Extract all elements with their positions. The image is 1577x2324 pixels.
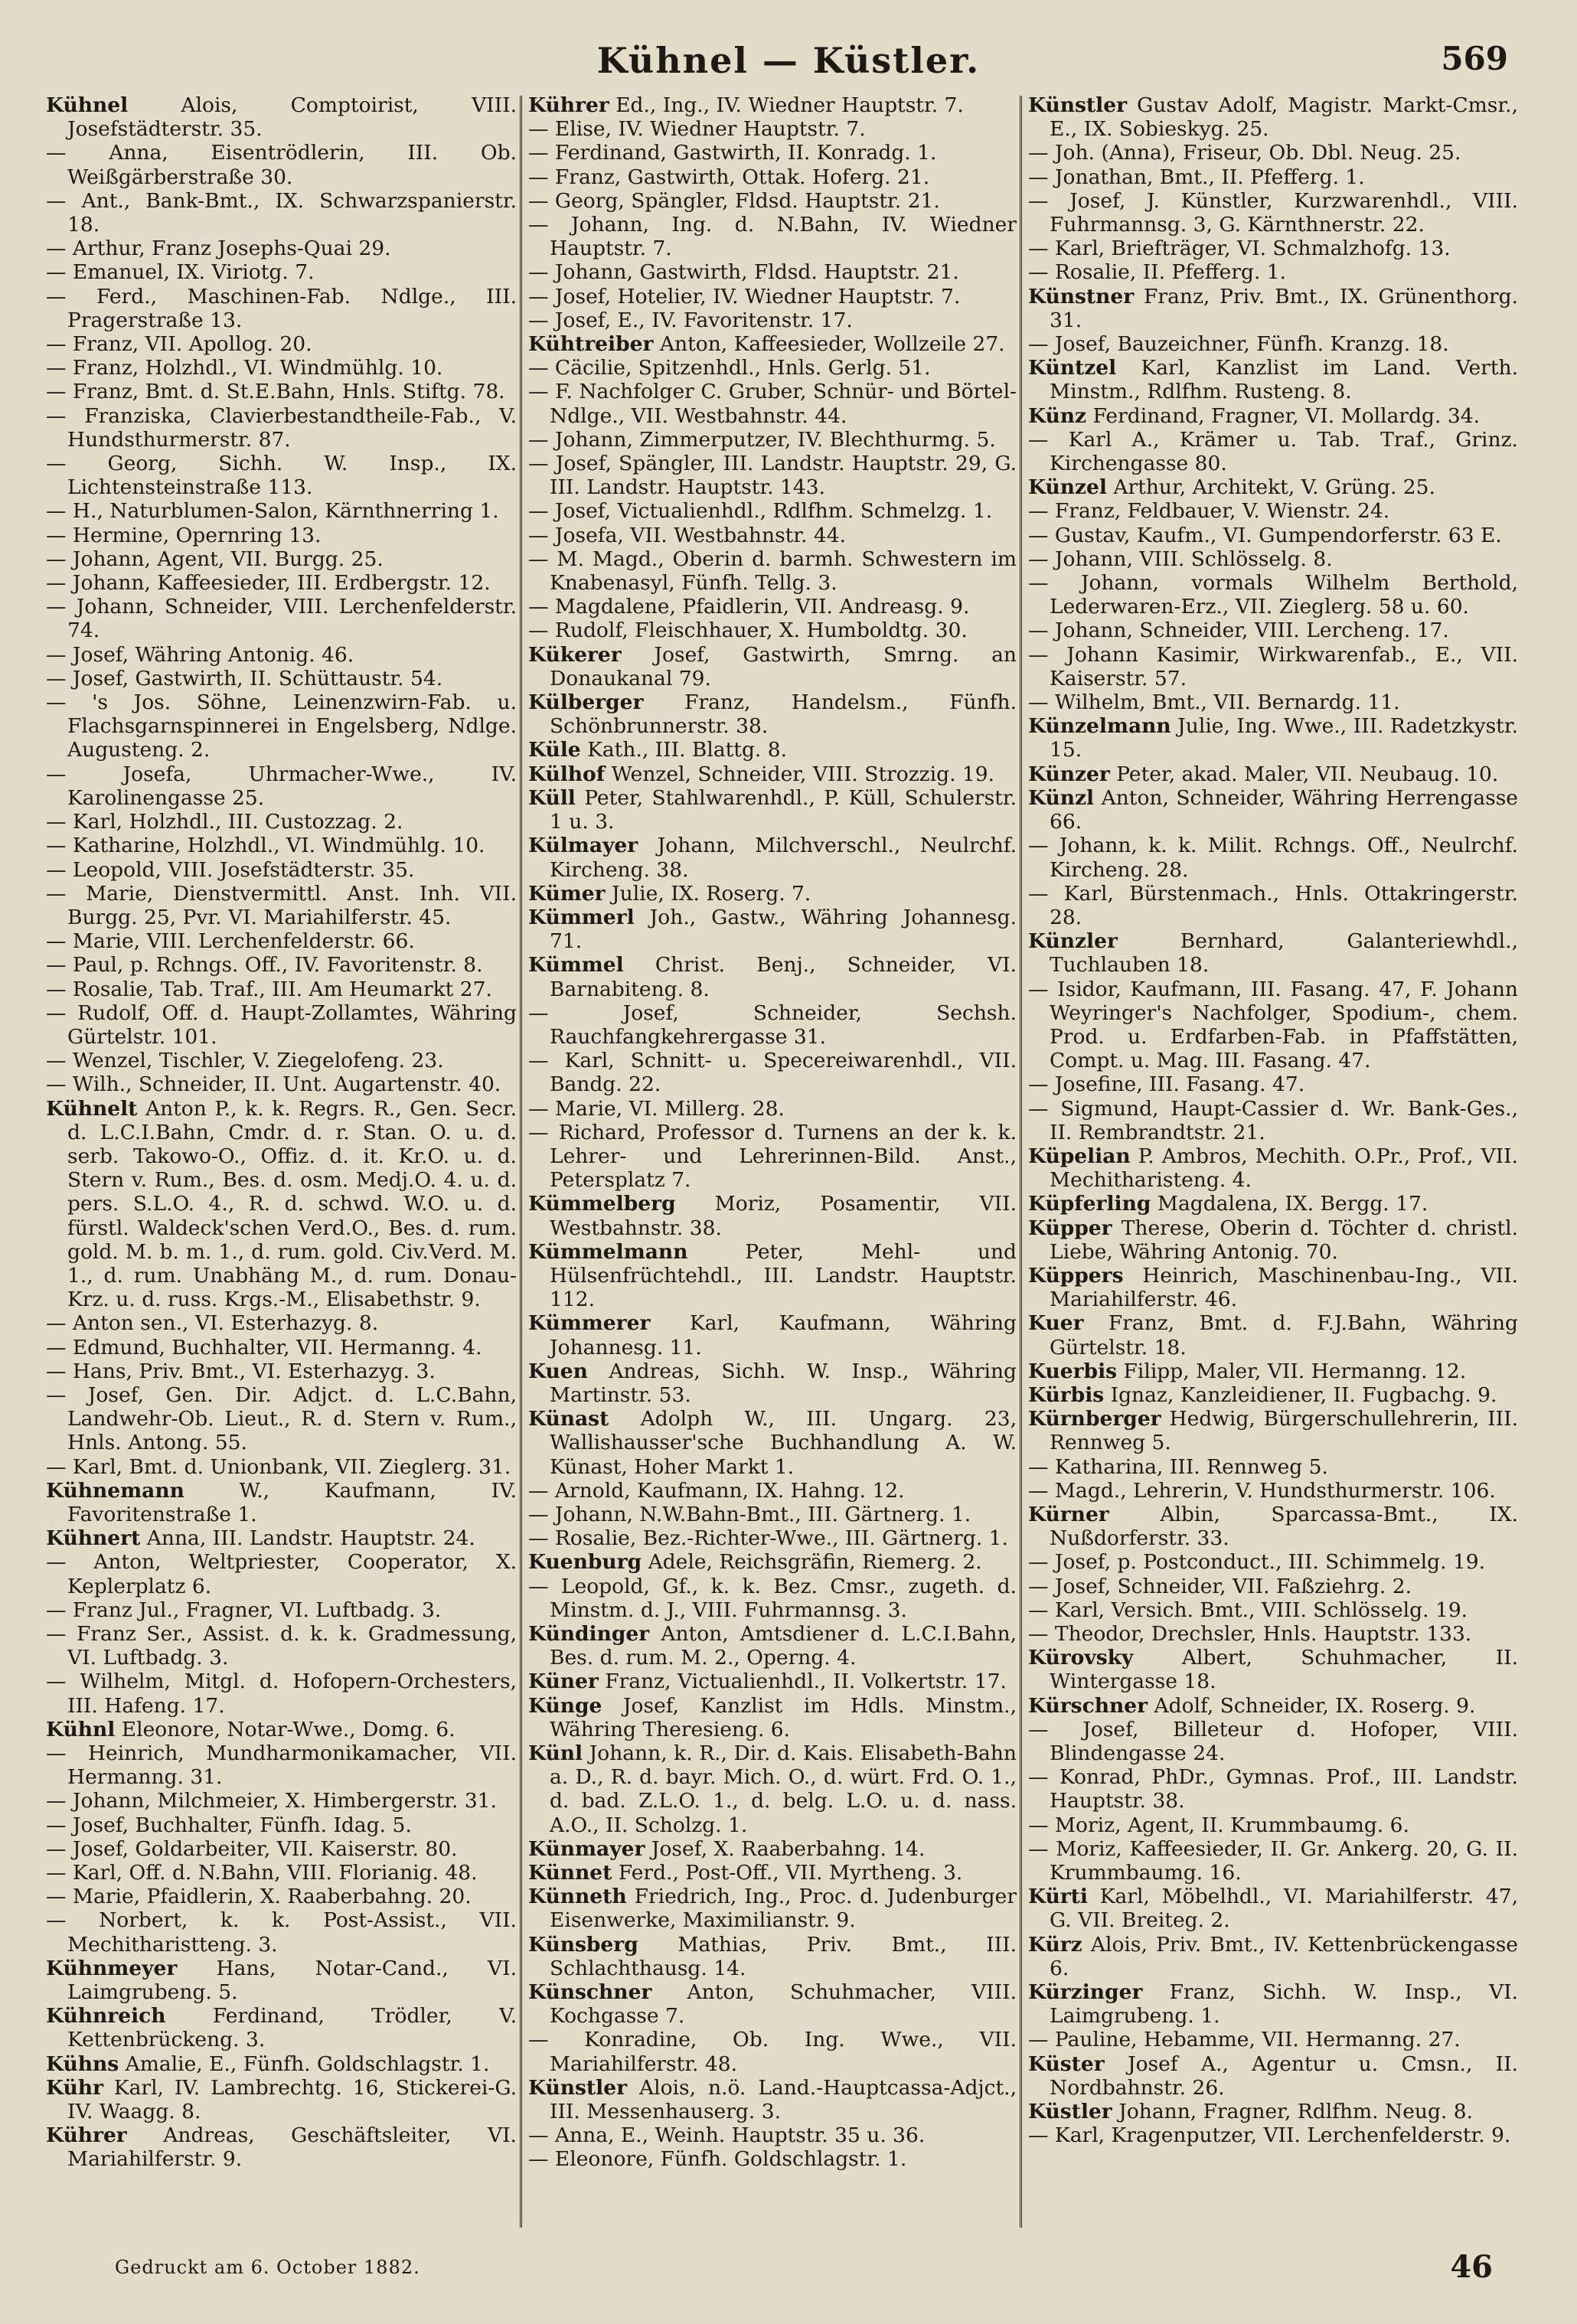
directory-entry: — Josef, Goldarbeiter, VII. Kaiserstr. 80.: [46, 1836, 458, 1861]
directory-entry: — Johann, Agent, VII. Burgg. 25.: [46, 547, 384, 571]
directory-entry: — Hans, Priv. Bmt., VI. Esterhazyg. 3.: [46, 1359, 436, 1383]
directory-entry: — Josef, Buchhalter, Fünfh. Idag. 5.: [46, 1813, 412, 1837]
directory-entry: Kuenburg Adele, Reichsgräfin, Riemerg. 2.: [528, 1550, 982, 1575]
directory-entry: — Ferdinand, Gastwirth, II. Konradg. 1.: [528, 141, 937, 165]
column-middle: [528, 93, 1017, 2237]
entry-surname: Kühnert: [46, 1526, 141, 1551]
entry-surname: Kümmerl: [528, 905, 635, 929]
directory-entry: — Magdalene, Pfaidlerin, VII. Andreasg. 9.: [528, 595, 970, 619]
directory-entry: — Rudolf, Fleischhauer, X. Humboldtg. 30.: [528, 619, 968, 643]
directory-entry: — Johann, Schneider, VIII. Lerchenfelderstr. 74.: [46, 595, 517, 643]
entry-surname: Küner: [528, 1670, 599, 1694]
directory-entry: Kürzinger Franz, Sichh. W. Insp., VI. Laimgrubeng. 1.: [1028, 1980, 1518, 2029]
entry-surname: Kühns: [46, 2051, 119, 2076]
entry-surname: Kuen: [528, 1359, 588, 1383]
directory-entry: Künge Josef, Kanzlist im Hdls. Minstm., Währing Theresieng. 6.: [528, 1693, 1017, 1741]
column-right: [1028, 93, 1518, 2237]
entry-surname: Küpferling: [1028, 1192, 1151, 1216]
entry-surname: Künstler: [528, 2075, 628, 2100]
directory-entry: — Josef, Spängler, III. Landstr. Hauptstr. 29, G. III. Landstr. Hauptstr. 143.: [528, 452, 1017, 500]
directory-entry: — Rosalie, Tab. Traf., III. Am Heumarkt 27.: [46, 977, 492, 1001]
directory-entry: — Josef, J. Künstler, Kurzwarenhdl., VIII. Fuhrmannsg. 3, G. Kärnthnerstr. 22.: [1028, 188, 1518, 237]
directory-entry: — Johann, Ing. d. N.Bahn, IV. Wiedner Hauptstr. 7.: [528, 213, 1017, 261]
entry-surname: Kühnemann: [46, 1478, 184, 1503]
directory-entry: Küpferling Magdalena, IX. Bergg. 17.: [1028, 1192, 1428, 1216]
entry-surname: Künzl: [1028, 785, 1095, 810]
directory-entry: — Johann, Schneider, VIII. Lercheng. 17.: [1028, 619, 1449, 643]
entry-surname: Kürzinger: [1028, 1980, 1143, 2005]
directory-entry: Küpper Therese, Oberin d. Töchter d. christl. Liebe, Währing Antonig. 70.: [1028, 1216, 1518, 1264]
directory-entry: — Pauline, Hebamme, VII. Hermanng. 27.: [1028, 2028, 1461, 2052]
directory-entry: Kühnreich Ferdinand, Trödler, V. Kettenbrückeng. 3.: [46, 2004, 517, 2052]
entry-surname: Kuer: [1028, 1311, 1084, 1336]
directory-entry: — Johann, k. k. Milit. Rchngs. Off., Neulrchf. Kircheng. 28.: [1028, 834, 1518, 882]
directory-entry: — Theodor, Drechsler, Hnls. Hauptstr. 133.: [1028, 1622, 1472, 1646]
entry-surname: Küpelian: [1028, 1144, 1131, 1168]
directory-entry: Künl Johann, k. R., Dir. d. Kais. Elisabeth-Bahn a. D., R. d. bayr. Mich. O., d. würt. Frd. O. 1., d. bad. Z.L.O. 1., d. belg. L.O. u. d. nass. A.O., II. Scholzg. 1.: [528, 1741, 1017, 1837]
directory-entry: — Konrad, PhDr., Gymnas. Prof., III. Landstr. Hauptstr. 38.: [1028, 1765, 1518, 1813]
directory-entry: — Norbert, k. k. Post-Assist., VII. Mechitharistteng. 3.: [46, 1908, 517, 1957]
directory-entry: — H., Naturblumen-Salon, Kärnthnerring 1.: [46, 499, 499, 524]
entry-surname: Künstner: [1028, 284, 1135, 308]
directory-entry: — Katharina, III. Rennweg 5.: [1028, 1454, 1328, 1479]
entry-surname: Künz: [1028, 403, 1087, 428]
entry-surname: Külmayer: [528, 834, 638, 858]
entry-surname: Künmayer: [528, 1836, 645, 1861]
directory-entry: Kümer Julie, IX. Roserg. 7.: [528, 881, 811, 906]
directory-entry: — Josef, Billeteur d. Hofoper, VIII. Blindengasse 24.: [1028, 1717, 1518, 1766]
column-divider-right: [1020, 96, 1022, 2228]
directory-entry: — Ferd., Maschinen-Fab. Ndlge., III. Pragerstraße 13.: [46, 284, 517, 332]
directory-entry: — Heinrich, Mundharmonikamacher, VII. Hermanng. 31.: [46, 1741, 517, 1790]
directory-entry: Kürschner Adolf, Schneider, IX. Roserg. 9.: [1028, 1693, 1476, 1718]
directory-entry: — Elise, IV. Wiedner Hauptstr. 7.: [528, 117, 866, 142]
directory-entry: Künz Ferdinand, Fragner, VI. Mollardg. 34.: [1028, 403, 1480, 428]
directory-entry: — Anna, E., Weinh. Hauptstr. 35 u. 36.: [528, 2123, 926, 2148]
entry-surname: Künzelmann: [1028, 714, 1171, 739]
directory-entry: — Karl, Holzhdl., III. Custozzag. 2.: [46, 810, 403, 834]
directory-entry: Künstner Franz, Priv. Bmt., IX. Grünenthorg. 31.: [1028, 284, 1518, 332]
directory-entry: — M. Magd., Oberin d. barmh. Schwestern im Knabenasyl, Fünfh. Tellg. 3.: [528, 547, 1017, 596]
directory-entry: — Rudolf, Off. d. Haupt-Zollamtes, Währing Gürtelstr. 101.: [46, 1000, 517, 1049]
directory-entry: — Josef, Währing Antonig. 46.: [46, 642, 354, 667]
directory-entry: Künzel Arthur, Architekt, V. Grüng. 25.: [1028, 475, 1435, 500]
directory-entry: — Josef, Victualienhdl., Rdlfhm. Schmelzg. 1.: [528, 499, 993, 524]
directory-entry: Kühnl Eleonore, Notar-Wwe., Domg. 6.: [46, 1717, 455, 1741]
directory-entry: Külhof Wenzel, Schneider, VIII. Strozzig. 19.: [528, 762, 995, 786]
directory-entry: Kühr Karl, IV. Lambrechtg. 16, Stickerei-G. IV. Waagg. 8.: [46, 2075, 517, 2124]
directory-entry: — Magd., Lehrerin, V. Hundsthurmerstr. 106.: [1028, 1478, 1496, 1503]
directory-entry: — Marie, Dienstvermittl. Anst. Inh. VII. Burgg. 25, Pvr. VI. Mariahilferstr. 45.: [46, 881, 517, 929]
directory-entry: — Richard, Professor d. Turnens an der k. k. Lehrer- und Lehrerinnen-Bild. Anst., Petersplatz 7.: [528, 1120, 1017, 1193]
directory-entry: Künzler Bernhard, Galanteriewhdl., Tuchlauben 18.: [1028, 929, 1518, 978]
directory-entry: Kürz Alois, Priv. Bmt., IV. Kettenbrückengasse 6.: [1028, 1932, 1518, 1980]
directory-entry: — Cäcilie, Spitzenhdl., Hnls. Gerlg. 51.: [528, 356, 931, 380]
directory-entry: — Johann, Kaffeesieder, III. Erdbergstr. 12.: [46, 571, 491, 596]
directory-entry: — Josef, E., IV. Favoritenstr. 17.: [528, 308, 853, 332]
directory-entry: — Anton sen., VI. Esterhazyg. 8.: [46, 1311, 379, 1336]
directory-entry: — Anton, Weltpriester, Cooperator, X. Keplerplatz 6.: [46, 1550, 517, 1598]
entry-surname: Kürz: [1028, 1932, 1082, 1957]
directory-entry: Kürbis Ignaz, Kanzleidiener, II. Fugbachg. 9.: [1028, 1382, 1497, 1407]
directory-entry: Künzer Peter, akad. Maler, VII. Neubaug. 10.: [1028, 762, 1499, 786]
directory-entry: — Josefa, VII. Westbahnstr. 44.: [528, 523, 847, 547]
entry-surname: Künsberg: [528, 1932, 638, 1957]
directory-entry: — Hermine, Opernring 13.: [46, 523, 322, 547]
directory-entry: — Jonathan, Bmt., II. Pfefferg. 1.: [1028, 165, 1365, 189]
directory-entry: Kühnemann W., Kaufmann, IV. Favoritenstraße 1.: [46, 1478, 517, 1526]
directory-entry: — Karl, Kragenputzer, VII. Lerchenfelderstr. 9.: [1028, 2123, 1511, 2148]
directory-entry: Künzelmann Julie, Ing. Wwe., III. Radetzkystr. 15.: [1028, 714, 1518, 762]
directory-entry: — Wilhelm, Bmt., VII. Bernardg. 11.: [1028, 690, 1400, 715]
directory-entry: Kührer Andreas, Geschäftsleiter, VI. Mariahilferstr. 9.: [46, 2123, 517, 2172]
directory-entry: — Eleonore, Fünfh. Goldschlagstr. 1.: [528, 2147, 907, 2172]
entry-surname: Küll: [528, 785, 576, 810]
entry-surname: Künzler: [1028, 929, 1118, 954]
directory-entry: — Edmund, Buchhalter, VII. Hermanng. 4.: [46, 1335, 482, 1359]
directory-entry: — Johann, vormals Wilhelm Berthold, Lederwaren-Erz., VII. Zieglerg. 58 u. 60.: [1028, 571, 1518, 619]
directory-entry: Künschner Anton, Schuhmacher, VIII. Kochgasse 7.: [528, 1980, 1017, 2029]
directory-entry: — Karl, Schnitt- u. Specereiwarenhdl., VII. Bandg. 22.: [528, 1049, 1017, 1097]
directory-entry: — Rosalie, Bez.-Richter-Wwe., III. Gärtnerg. 1.: [528, 1526, 1008, 1551]
entry-surname: Kündinger: [528, 1622, 650, 1646]
directory-entry: — Marie, VI. Millerg. 28.: [528, 1096, 785, 1121]
entry-surname: Kühnmeyer: [46, 1956, 178, 1980]
directory-entry: Künzl Anton, Schneider, Währing Herrengasse 66.: [1028, 785, 1518, 834]
directory-entry: Kümmerl Joh., Gastw., Währing Johannesg. 71.: [528, 905, 1017, 954]
directory-entry: Künast Adolph W., III. Ungarg. 23, Wallishausser'sche Buchhandlung A. W. Künast, Hoher Markt 1.: [528, 1407, 1017, 1479]
entry-surname: Küppers: [1028, 1263, 1124, 1288]
directory-entry: — Josef, Bauzeichner, Fünfh. Kranzg. 18.: [1028, 332, 1449, 357]
directory-entry: — Josefine, III. Fasang. 47.: [1028, 1072, 1305, 1097]
directory-entry: — Karl, Briefträger, VI. Schmalzhofg. 13.: [1028, 237, 1451, 261]
directory-entry: Kündinger Anton, Amtsdiener d. L.C.I.Bahn, Bes. d. rum. M. 2., Operng. 4.: [528, 1622, 1017, 1670]
directory-entry: — Georg, Spängler, Fldsd. Hauptstr. 21.: [528, 188, 940, 213]
directory-entry: Kümmelberg Moriz, Posamentir, VII. Westbahnstr. 38.: [528, 1192, 1017, 1240]
entry-surname: Kürschner: [1028, 1693, 1148, 1718]
entry-surname: Kümmelmann: [528, 1239, 688, 1264]
directory-entry: Kükerer Josef, Gastwirth, Smrng. an Donaukanal 79.: [528, 642, 1017, 690]
entry-surname: Küster: [1028, 2051, 1105, 2076]
directory-entry: — Josef, Hotelier, IV. Wiedner Hauptstr. 7.: [528, 284, 961, 308]
directory-entry: — Franz, VII. Apollog. 20.: [46, 332, 312, 357]
directory-entry: Küpelian P. Ambros, Mechith. O.Pr., Prof., VII. Mechitharisteng. 4.: [1028, 1144, 1518, 1193]
entry-surname: Kürbis: [1028, 1382, 1105, 1407]
directory-entry: Kuerbis Filipp, Maler, VII. Hermanng. 12.: [1028, 1359, 1467, 1383]
directory-entry: Külmayer Johann, Milchverschl., Neulrchf. Kircheng. 38.: [528, 834, 1017, 882]
directory-entry: Küster Josef A., Agentur u. Cmsn., II. Nordbahnstr. 26.: [1028, 2051, 1518, 2100]
directory-entry: Kümmerer Karl, Kaufmann, Währing Johannesg. 11.: [528, 1311, 1017, 1359]
column-left: [46, 93, 517, 2237]
directory-entry: — Karl, Bürstenmach., Hnls. Ottakringerstr. 28.: [1028, 881, 1518, 929]
directory-entry: Külberger Franz, Handelsm., Fünfh. Schönbrunnerstr. 38.: [528, 690, 1017, 739]
directory-entry: — Katharine, Holzhdl., VI. Windmühlg. 10.: [46, 834, 485, 858]
directory-entry: Kümmelmann Peter, Mehl- und Hülsenfrüchtehdl., III. Landstr. Hauptstr. 112.: [528, 1239, 1017, 1312]
directory-entry: — Isidor, Kaufmann, III. Fasang. 47, F. Johann Weyringer's Nachfolger, Spodium-, chem. Prod. u. Erdfarben-Fab. in Pfaffstätten, Compt. u. Mag. III. Fasang. 47.: [1028, 977, 1518, 1073]
running-header-title: Kühnel — Küstler.: [596, 40, 981, 81]
directory-entry: — Franz, Gastwirth, Ottak. Hoferg. 21.: [528, 165, 930, 189]
directory-entry: — Moriz, Agent, II. Krummbaumg. 6.: [1028, 1813, 1409, 1837]
entry-surname: Kürnberger: [1028, 1407, 1161, 1431]
directory-entry: Kürnberger Hedwig, Bürgerschullehrerin, III. Rennweg 5.: [1028, 1407, 1518, 1455]
directory-entry: Künstler Alois, n.ö. Land.-Hauptcassa-Adjct., III. Messenhauserg. 3.: [528, 2075, 1017, 2124]
directory-entry: — Johann, Zimmerputzer, IV. Blechthurmg. 5.: [528, 427, 996, 452]
entry-surname: Künzer: [1028, 762, 1110, 786]
directory-entry: — Moriz, Kaffeesieder, II. Gr. Ankerg. 20, G. II. Krummbaumg. 16.: [1028, 1836, 1518, 1885]
entry-surname: Künschner: [528, 1980, 652, 2005]
entry-surname: Kühtreiber: [528, 332, 654, 357]
directory-entry: — Leopold, Gf., k. k. Bez. Cmsr., zugeth. d. Minstm. d. J., VIII. Fuhrmannsg. 3.: [528, 1574, 1017, 1622]
directory-entry: — Emanuel, IX. Viriotg. 7.: [46, 260, 315, 285]
directory-entry: Kühnmeyer Hans, Notar-Cand., VI. Laimgrubeng. 5.: [46, 1956, 517, 2005]
directory-entry: — Leopold, VIII. Josefstädterstr. 35.: [46, 857, 415, 882]
directory-entry: Künstler Gustav Adolf, Magistr. Markt-Cmsr., E., IX. Sobieskyg. 25.: [1028, 93, 1518, 142]
entry-surname: Kühnreich: [46, 2004, 166, 2029]
directory-entry: — Karl, Off. d. N.Bahn, VIII. Florianig. 48.: [46, 1861, 478, 1885]
entry-surname: Kühnelt: [46, 1096, 138, 1121]
entry-surname: Külberger: [528, 690, 644, 715]
entry-surname: Kuerbis: [1028, 1359, 1118, 1383]
directory-entry: — Gustav, Kaufm., VI. Gumpendorferstr. 63 E.: [1028, 523, 1502, 547]
entry-surname: Künast: [528, 1407, 609, 1431]
column-divider-left: [520, 96, 522, 2228]
directory-entry: — Franz, Feldbauer, V. Wienstr. 24.: [1028, 499, 1390, 524]
directory-entry: Kühnelt Anton P., k. k. Regrs. R., Gen. Secr. d. L.C.I.Bahn, Cmdr. d. r. Stan. O. u. d. serb. Takowo-O., Offiz. d. it. Kr.O. u. d. Stern v. Rum., Bes. d. osm. Medj.O. 4. u. d. pers. S.L.O. 4., R. d. schwd. W.O. u. d. fürstl. Waldeck'schen Verd.O., Bes. d. rum. gold. M. b. m. 1., d. rum. gold. Civ.Verd. M. 1., d. rum. Unabhäng M., d. rum. Donau-Krz. u. d. russ. Krgs.-M., Elisabethstr. 9.: [46, 1096, 517, 1312]
directory-entry: — Franz Ser., Assist. d. k. k. Gradmessung, VI. Luftbadg. 3.: [46, 1622, 517, 1670]
directory-entry: — Johann, VIII. Schlösselg. 8.: [1028, 547, 1333, 571]
directory-entry: — 's Jos. Söhne, Leinenzwirn-Fab. u. Flachsgarnspinnerei in Engelsberg, Ndlge. Augusteng. 2.: [46, 690, 517, 762]
directory-entry: Küstler Johann, Fragner, Rdlfhm. Neug. 8.: [1028, 2100, 1474, 2124]
directory-entry: — Karl A., Krämer u. Tab. Traf., Grinz. Kirchengasse 80.: [1028, 427, 1518, 476]
directory-entry: Künmayer Josef, X. Raaberbahng. 14.: [528, 1836, 926, 1861]
entry-surname: Kükerer: [528, 642, 622, 667]
directory-entry: — Rosalie, II. Pfefferg. 1.: [1028, 260, 1287, 285]
directory-entry: — F. Nachfolger C. Gruber, Schnür- und Börtel-Ndlge., VII. Westbahnstr. 44.: [528, 380, 1017, 428]
directory-entry: — Georg, Sichh. W. Insp., IX. Lichtensteinstraße 113.: [46, 452, 517, 500]
directory-entry: Kühns Amalie, E., Fünfh. Goldschlagstr. 1.: [46, 2051, 490, 2076]
directory-entry: — Anna, Eisentrödlerin, III. Ob. Weißgärberstraße 30.: [46, 141, 517, 189]
directory-entry: Kümmel Christ. Benj., Schneider, VI. Barnabiteng. 8.: [528, 953, 1017, 1001]
entry-surname: Kührer: [528, 93, 609, 117]
directory-entry: — Josef, Schneider, VII. Faßziehrg. 2.: [1028, 1574, 1412, 1598]
sheet-signature: 46: [1450, 2249, 1493, 2285]
directory-entry: Küppers Heinrich, Maschinenbau-Ing., VII. Mariahilferstr. 46.: [1028, 1263, 1518, 1312]
directory-entry: Kühnel Alois, Comptoirist, VIII. Josefstädterstr. 35.: [46, 93, 517, 142]
entry-surname: Künzel: [1028, 475, 1107, 500]
directory-entry: — Johann, Milchmeier, X. Himbergerstr. 31.: [46, 1789, 497, 1813]
directory-entry: — Josef, p. Postconduct., III. Schimmelg. 19.: [1028, 1550, 1486, 1575]
directory-entry: — Arthur, Franz Josephs-Quai 29.: [46, 237, 391, 261]
print-date-note: Gedruckt am 6. October 1882.: [115, 2257, 420, 2278]
directory-entry: Kürovsky Albert, Schuhmacher, II. Wintergasse 18.: [1028, 1646, 1518, 1694]
directory-entry: — Johann, N.W.Bahn-Bmt., III. Gärtnerg. 1.: [528, 1502, 971, 1526]
directory-entry: Kuer Franz, Bmt. d. F.J.Bahn, Währing Gürtelstr. 18.: [1028, 1311, 1518, 1359]
directory-entry: Kühnert Anna, III. Landstr. Hauptstr. 24.: [46, 1526, 475, 1551]
entry-surname: Kühnel: [46, 93, 129, 117]
directory-entry: — Wilh., Schneider, II. Unt. Augartenstr. 40.: [46, 1072, 501, 1097]
directory-entry: — Franz, Holzhdl., VI. Windmühlg. 10.: [46, 356, 443, 380]
directory-entry: Kuen Andreas, Sichh. W. Insp., Währing Martinstr. 53.: [528, 1359, 1017, 1407]
directory-entry: — Johann, Gastwirth, Fldsd. Hauptstr. 21.: [528, 260, 959, 285]
entry-surname: Kührer: [46, 2123, 127, 2148]
directory-entry: — Wenzel, Tischler, V. Ziegelofeng. 23.: [46, 1049, 444, 1073]
entry-surname: Kümmelberg: [528, 1192, 676, 1216]
directory-entry: — Ant., Bank-Bmt., IX. Schwarzspanierstr. 18.: [46, 188, 517, 237]
directory-entry: Kürti Karl, Möbelhdl., VI. Mariahilferstr. 47, G. VII. Breiteg. 2.: [1028, 1885, 1518, 1933]
directory-entry: — Arnold, Kaufmann, IX. Hahng. 12.: [528, 1478, 905, 1503]
directory-entry: Kührer Ed., Ing., IV. Wiedner Hauptstr. 7.: [528, 93, 964, 117]
entry-surname: Künl: [528, 1741, 583, 1766]
entry-surname: Kürner: [1028, 1502, 1109, 1526]
directory-entry: — Paul, p. Rchngs. Off., IV. Favoritenstr. 8.: [46, 953, 483, 978]
directory-entry: — Konradine, Ob. Ing. Wwe., VII. Mariahilferstr. 48.: [528, 2028, 1017, 2076]
entry-surname: Kürti: [1028, 1885, 1088, 1909]
directory-entry: — Marie, Pfaidlerin, X. Raaberbahng. 20.: [46, 1885, 472, 1909]
directory-entry: — Sigmund, Haupt-Cassier d. Wr. Bank-Ges., II. Rembrandtstr. 21.: [1028, 1096, 1518, 1144]
directory-entry: Künnet Ferd., Post-Off., VII. Myrtheng. 3.: [528, 1861, 963, 1885]
directory-entry: — Josef, Schneider, Sechsh. Rauchfangkehrergasse 31.: [528, 1000, 1017, 1049]
entry-surname: Kürovsky: [1028, 1646, 1134, 1670]
directory-entry: Küner Franz, Victualienhdl., II. Volkertstr. 17.: [528, 1670, 1007, 1694]
entry-surname: Kühr: [46, 2075, 103, 2100]
directory-entry: Küle Kath., III. Blattg. 8.: [528, 738, 788, 762]
entry-surname: Küpper: [1028, 1216, 1112, 1240]
directory-entry: Kürner Albin, Sparcassa-Bmt., IX. Nußdorferstr. 33.: [1028, 1502, 1518, 1551]
directory-entry: — Franz, Bmt. d. St.E.Bahn, Hnls. Stiftg. 78.: [46, 380, 505, 404]
entry-surname: Kümer: [528, 881, 606, 906]
entry-surname: Künneth: [528, 1885, 627, 1909]
directory-entry: Künneth Friedrich, Ing., Proc. d. Judenburger Eisenwerke, Maximilianstr. 9.: [528, 1885, 1017, 1933]
directory-entry: Kühtreiber Anton, Kaffeesieder, Wollzeile 27.: [528, 332, 1005, 357]
directory-entry: — Josef, Gastwirth, II. Schüttaustr. 54.: [46, 666, 443, 690]
entry-surname: Künge: [528, 1693, 602, 1718]
directory-entry: Künsberg Mathias, Priv. Bmt., III. Schlachthausg. 14.: [528, 1932, 1017, 1980]
directory-entry: Küll Peter, Stahlwarenhdl., P. Küll, Schulerstr. 1 u. 3.: [528, 785, 1017, 834]
entry-surname: Künstler: [1028, 93, 1128, 117]
entry-surname: Künnet: [528, 1861, 612, 1885]
directory-entry: — Wilhelm, Mitgl. d. Hofopern-Orchesters, III. Hafeng. 17.: [46, 1670, 517, 1718]
directory-entry: — Franz Jul., Fragner, VI. Luftbadg. 3.: [46, 1598, 442, 1622]
entry-surname: Külhof: [528, 762, 606, 786]
entry-surname: Küstler: [1028, 2100, 1112, 2124]
directory-entry: — Marie, VIII. Lerchenfelderstr. 66.: [46, 929, 415, 954]
directory-entry: — Franziska, Clavierbestandtheile-Fab., V. Hundsthurmerstr. 87.: [46, 403, 517, 452]
page-number: 569: [1441, 40, 1508, 77]
directory-entry: — Karl, Versich. Bmt., VIII. Schlösselg. 19.: [1028, 1598, 1468, 1622]
entry-surname: Küntzel: [1028, 356, 1117, 380]
directory-entry: — Johann Kasimir, Wirkwarenfab., E., VII. Kaiserstr. 57.: [1028, 642, 1518, 690]
entry-surname: Kümmerer: [528, 1311, 651, 1336]
entry-surname: Küle: [528, 738, 581, 762]
directory-entry: — Josef, Gen. Dir. Adjct. d. L.C.Bahn, Landwehr-Ob. Lieut., R. d. Stern v. Rum., Hnls. Antong. 55.: [46, 1382, 517, 1455]
directory-entry: Küntzel Karl, Kanzlist im Land. Verth. Minstm., Rdlfhm. Rusteng. 8.: [1028, 356, 1518, 404]
entry-surname: Kuenburg: [528, 1550, 642, 1575]
directory-entry: — Josefa, Uhrmacher-Wwe., IV. Karolinengasse 25.: [46, 762, 517, 810]
entry-surname: Kühnl: [46, 1717, 116, 1741]
directory-entry: — Karl, Bmt. d. Unionbank, VII. Zieglerg. 31.: [46, 1454, 511, 1479]
directory-entry: — Joh. (Anna), Friseur, Ob. Dbl. Neug. 25.: [1028, 141, 1461, 165]
entry-surname: Kümmel: [528, 953, 624, 978]
